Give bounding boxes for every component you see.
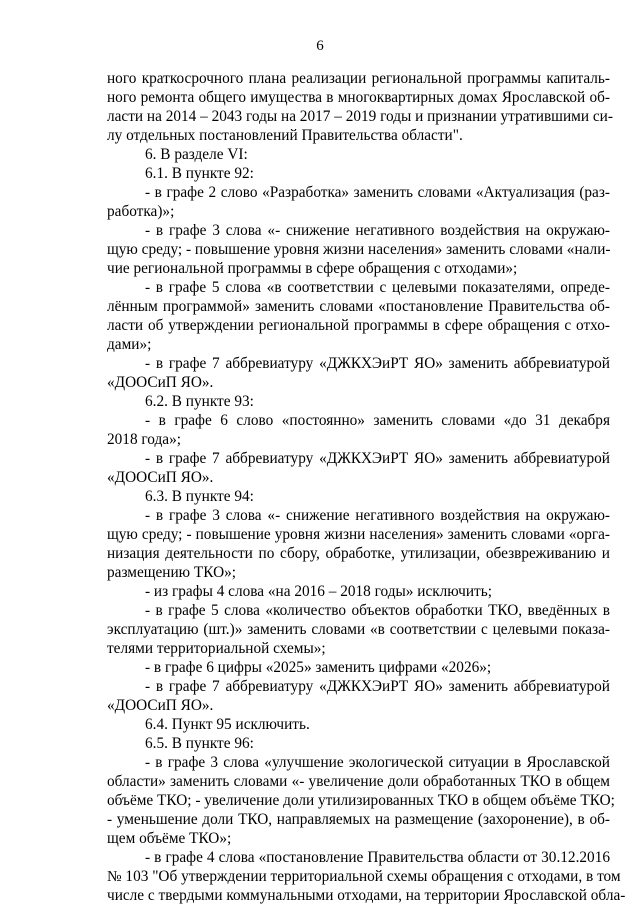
text-line: - из графы 4 слова «на 2016 – 2018 годы» исключить;	[145, 583, 492, 600]
text-line: ного ремонта общего имущества в многоквартирных домах Ярославской об-	[107, 89, 610, 106]
text-line: - в графе 2 слово «Разработка» заменить словами «Актуализация (раз-	[145, 184, 610, 201]
text-line: лу отдельных постановлений Правительства области".	[107, 127, 463, 144]
text-line: - в графе 7 аббревиатуру «ДЖКХЭиРТ ЯО» заменить аббревиатурой	[145, 450, 610, 467]
text-line: «ДООСиП ЯО».	[107, 374, 214, 391]
text-line: области» заменить словами «- увеличение доли обработанных ТКО в общем	[107, 773, 610, 790]
text-line: щем объёме ТКО»;	[107, 830, 232, 847]
text-line: ласти на 2014 – 2043 годы на 2017 – 2019 годы и признании утратившими си-	[107, 108, 613, 125]
text-line: лённым программой» заменить словами «постановление Правительства об-	[107, 298, 610, 315]
text-line: «ДООСиП ЯО».	[107, 697, 214, 714]
page-number: 6	[316, 38, 324, 54]
text-line: № 103 "Об утверждении территориальной схемы обращения с отходами, в том	[107, 868, 621, 885]
text-line: - в графе 7 аббревиатуру «ДЖКХЭиРТ ЯО» заменить аббревиатурой	[145, 355, 610, 372]
text-line: низация деятельности по сбору, обработке, утилизации, обезвреживанию и	[107, 545, 610, 562]
text-line: - в графе 5 слова «в соответствии с целевыми показателями, опреде-	[145, 279, 610, 296]
text-line: ного краткосрочного плана реализации региональной программы капиталь-	[107, 70, 610, 87]
text-line: телями территориальной схемы»;	[107, 640, 326, 657]
text-line: щую среду; - повышение уровня жизни населения» заменить словами «нали-	[107, 241, 611, 258]
text-line: 6.3. В пункте 94:	[145, 488, 254, 505]
text-line: чие региональной программы в сфере обращения с отходами»;	[107, 260, 518, 277]
text-line: ласти об утверждении региональной программы в сфере обращения с отхо-	[107, 317, 610, 334]
text-line: «ДООСиП ЯО».	[107, 469, 214, 486]
text-line: размещению ТКО»;	[107, 564, 237, 581]
text-line: эксплуатацию (шт.)» заменить словами «в соответствии с целевыми показа-	[107, 621, 610, 638]
text-line: 6.5. В пункте 96:	[145, 735, 254, 752]
text-line: - в графе 5 слова «количество объектов обработки ТКО, введённых в	[145, 602, 610, 619]
text-line: 6. В разделе VI:	[145, 146, 248, 163]
text-line: - в графе 6 слово «постоянно» заменить словами «до 31 декабря	[145, 412, 610, 429]
text-line: 6.1. В пункте 92:	[145, 165, 254, 182]
text-line: числе с твердыми коммунальными отходами, на территории Ярославской обла-	[107, 887, 626, 904]
text-line: 6.4. Пункт 95 исключить.	[145, 716, 310, 733]
text-line: - в графе 4 слова «постановление Правительства области от 30.12.2016	[145, 849, 610, 866]
text-line: - в графе 7 аббревиатуру «ДЖКХЭиРТ ЯО» заменить аббревиатурой	[145, 678, 610, 695]
text-line: щую среду; - повышение уровня жизни населения» заменить словами «орга-	[107, 526, 610, 543]
text-line: работка)»;	[107, 203, 175, 220]
text-line: - в графе 3 слова «- снижение негативного воздействия на окружаю-	[145, 507, 610, 524]
text-line: 2018 года»;	[107, 431, 181, 448]
text-line: - уменьшение доли ТКО, направляемых на размещение (захоронение), в об-	[107, 811, 610, 828]
text-line: - в графе 3 слова «улучшение экологической ситуации в Ярославской	[145, 754, 610, 771]
document-body	[107, 69, 626, 905]
text-line: 6.2. В пункте 93:	[145, 393, 254, 410]
text-line: объёме ТКО; - увеличение доли утилизированных ТКО в общем объёме ТКО;	[107, 792, 615, 809]
text-line: - в графе 3 слова «- снижение негативного воздействия на окружаю-	[145, 222, 610, 239]
text-line: дами»;	[107, 336, 152, 353]
text-line: - в графе 6 цифры «2025» заменить цифрами «2026»;	[145, 659, 492, 676]
